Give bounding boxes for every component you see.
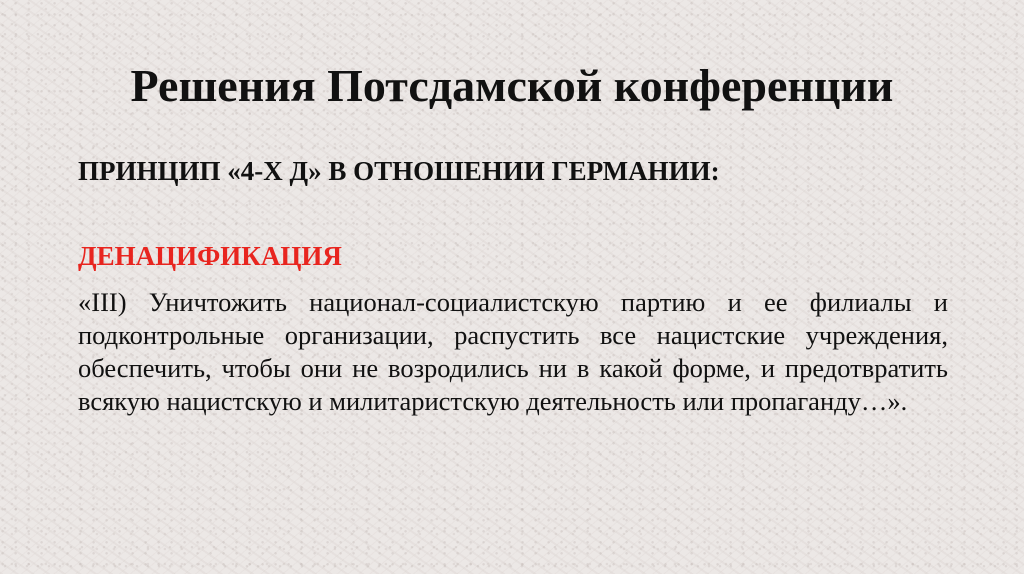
highlighted-term: ДЕНАЦИФИКАЦИЯ [78, 241, 342, 271]
slide-title: Решения Потсдамской конференции [130, 60, 894, 111]
slide-subtitle: ПРИНЦИП «4-Х Д» В ОТНОШЕНИИ ГЕРМАНИИ: [78, 156, 720, 186]
quote-paragraph: «III) Уничтожить национал-социалистскую партию и ее филиалы и подконтрольные организации, распустить все нацистские учреждения, обеспечить, чтобы они не возродились ни в какой форме, и предотвратить всякую нацистскую и милитаристскую деятельность или пропаганду…». [78, 287, 948, 416]
